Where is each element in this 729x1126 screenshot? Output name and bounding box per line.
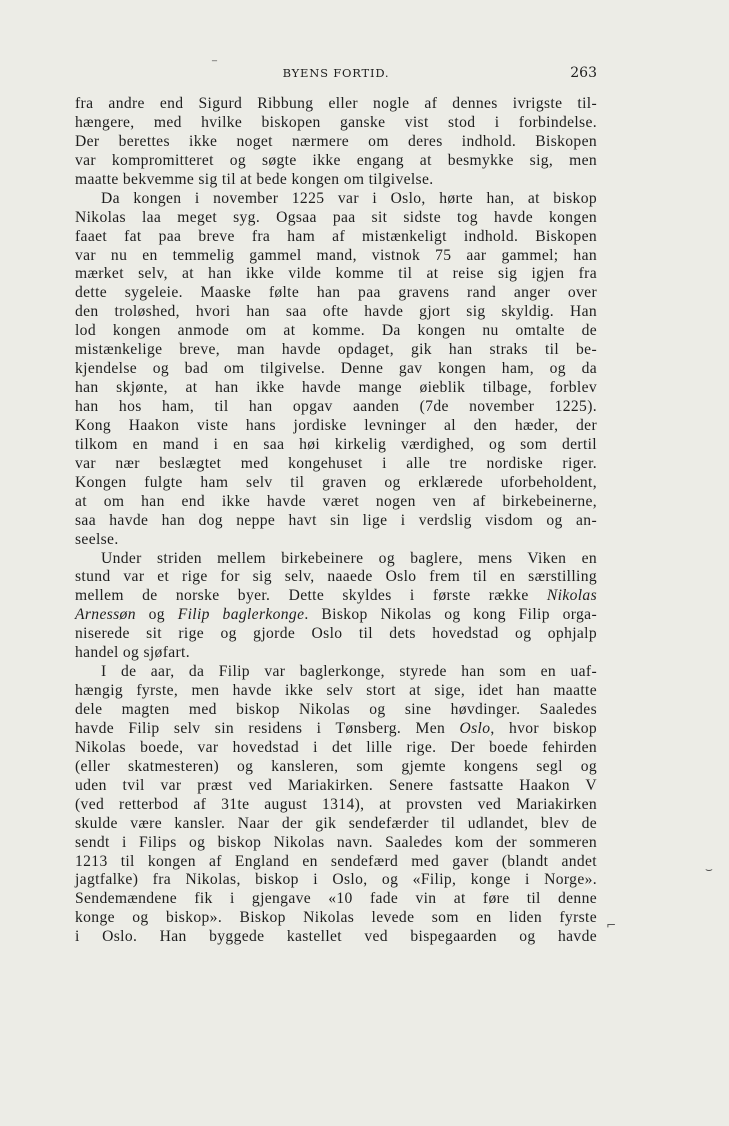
italic-name: Filip baglerkonge [177, 606, 305, 624]
text-line: jagtfalke) fra Nikolas, biskop i Oslo, og «Filip, konge i Norge». [75, 871, 597, 889]
line-text: . Biskop Nikolas og kong Filip orga- [304, 606, 597, 624]
line-text: , hvor biskop [490, 719, 597, 737]
italic-name: Nikolas [546, 587, 597, 605]
text-line: skulde være kansler. Naar der gik sendefærder til udlandet, blev de [75, 814, 597, 832]
text-line: saa havde han dog neppe havt sin lige i verdslig visdom og an- [75, 511, 597, 529]
text-line: uden tvil var præst ved Mariakirken. Senere fastsatte Haakon V [75, 776, 597, 794]
text-line [75, 587, 597, 606]
text-line: dette sygeleie. Maaske følte han paa gravens rand anger over [75, 284, 597, 302]
text-line: lod kongen anmode om at komme. Da kongen nu omtalte de [75, 322, 597, 340]
text-line: kjendelse og bad om tilgivelse. Denne gav kongen ham, og da [75, 360, 597, 378]
text-line [75, 720, 597, 739]
text-line: stund var et rige for sig selv, naaede Oslo frem til en særstilling [75, 568, 597, 586]
text-line: han skjønte, at han ikke havde mange øieblik tilbage, forblev [75, 379, 597, 397]
text-line: maatte bekvemme sig til at bede kongen om tilgivelse. [75, 170, 434, 188]
line-text: mellem de norske byer. Dette skyldes i første række [75, 587, 547, 605]
text-line: var nær beslægtet med kongehuset i alle tre nordiske riger. [75, 454, 597, 472]
body-text [75, 95, 597, 947]
text-line: Der berettes ikke noget nærmere om deres indhold. Biskopen [75, 132, 597, 150]
running-header [75, 64, 597, 82]
italic-name: Arnessøn [75, 606, 136, 624]
page-number: 263 [570, 65, 597, 81]
text-line: i Oslo. Han byggede kastellet ved bispegaarden og havde [75, 928, 597, 946]
text-line: Da kongen i november 1225 var i Oslo, hørte han, at biskop [101, 189, 597, 207]
text-line: Under striden mellem birkebeinere og baglere, mens Viken en [101, 549, 597, 567]
text-line: Nikolas laa meget syg. Ogsaa paa sit sidste tog havde kongen [75, 208, 597, 226]
text-line: mærket selv, at han ikke vilde komme til at reise sig igjen fra [75, 265, 597, 283]
text-line: faaet fat paa breve fra ham af mistænkeligt indhold. Biskopen [75, 227, 597, 245]
text-line: var nu en temmelig gammel mand, vistnok 75 aar gammel; han [75, 246, 597, 264]
text-line: fra andre end Sigurd Ribbung eller nogle af dennes ivrigste til- [75, 95, 597, 112]
text-line [75, 606, 597, 625]
text-line: Nikolas boede, var hovedstad i det lille rige. Der boede fehirden [75, 738, 597, 756]
text-line: tilkom en mand i en saa høi kirkelig værdighed, og som dertil [75, 435, 597, 453]
text-line: mistænkelige breve, man havde opdaget, gik han straks til be- [75, 341, 597, 359]
text-line: konge og biskop». Biskop Nikolas levede som en liden fyrste [75, 909, 597, 927]
text-line: handel og sjøfart. [75, 644, 190, 662]
text-line: I de aar, da Filip var baglerkonge, styrede han som en uaf- [101, 663, 597, 681]
text-line: hængere, med hvilke biskopen ganske vist stod i forbindelse. [75, 113, 597, 131]
text-line: den troløshed, hvori han saa ofte havde gjort sig skyldig. Han [75, 303, 597, 321]
margin-pencil-mark: ⌣ [705, 862, 713, 876]
italic-name: Oslo [459, 719, 491, 737]
text-line: at om han end ikke havde været nogen ven af birkebeinerne, [75, 492, 597, 510]
text-line: 1213 til kongen af England en sendefærd med gaver (blandt andet [75, 852, 597, 870]
text-line: niserede sit rige og gjorde Oslo til dets hovedstad og ophjalp [75, 625, 597, 643]
running-title: BYENS FORTID. [282, 66, 390, 80]
text-line: seelse. [75, 530, 119, 548]
line-text: og [135, 606, 178, 624]
text-line: (ved retterbod af 31te august 1314), at provsten ved Mariakirken [75, 795, 597, 813]
margin-pencil-mark: ‾ [212, 60, 217, 71]
text-line: han hos ham, til han opgav aanden (7de november 1225). [75, 398, 597, 415]
text-line: var kompromitteret og søgte ikke engang at besmykke sig, men [75, 151, 597, 169]
line-text: havde Filip selv sin residens i Tønsberg. Men [75, 719, 460, 737]
text-line: hængig fyrste, men havde ikke selv stort at sige, idet han maatte [75, 682, 597, 700]
text-line: sendt i Filips og biskop Nikolas navn. Saaledes kom der sommeren [75, 833, 597, 851]
text-line: (eller skatmesteren) og kansleren, som gjemte kongens segl og [75, 757, 597, 775]
text-line: dele magten med biskop Nikolas og sine høvdinger. Saaledes [75, 701, 597, 718]
text-line: Sendemændene fik i gjengave «10 fade vin at føre til denne [75, 890, 597, 908]
margin-pencil-mark: ⌐ [606, 918, 617, 932]
text-line: Kongen fulgte ham selv til graven og erklærede uforbeholdent, [75, 473, 597, 491]
text-line: Kong Haakon viste hans jordiske levninger al den hæder, der [75, 416, 597, 434]
